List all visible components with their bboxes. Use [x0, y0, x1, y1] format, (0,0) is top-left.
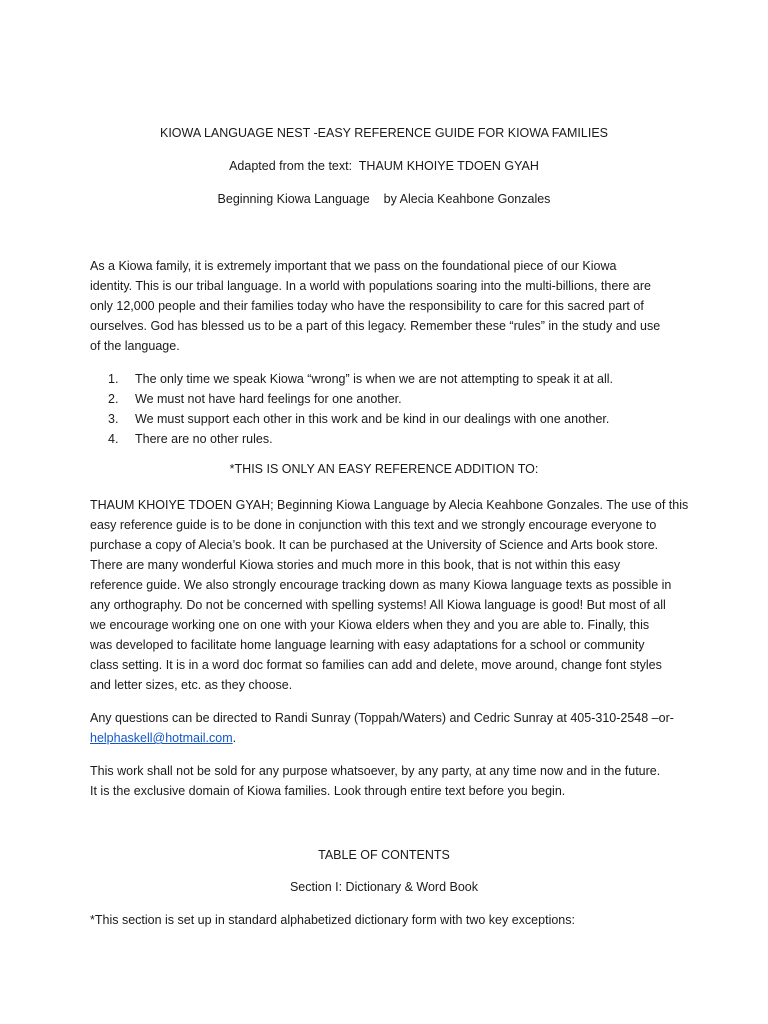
list-number: 4.: [108, 432, 119, 446]
text-line: class setting. It is in a word doc format so families can add and delete, move around, change font styles: [90, 658, 662, 672]
list-text: There are no other rules.: [135, 432, 273, 446]
text-line: easy reference guide is to be done in conjunction with this text and we strongly encourage everyone to: [90, 518, 657, 532]
document-title: KIOWA LANGUAGE NEST -EASY REFERENCE GUIDE FOR KIOWA FAMILIES: [159, 126, 608, 140]
text-line: As a Kiowa family, it is extremely important that we pass on the foundational piece of our Kiowa: [90, 259, 617, 273]
list-number: 3.: [108, 412, 119, 426]
text-line: There are many wonderful Kiowa stories and much more in this book, that is not within this easy: [90, 558, 621, 572]
list-item: [108, 429, 708, 449]
list-number: 2.: [108, 392, 119, 406]
notice-paragraph: [90, 761, 690, 801]
period-text: .: [232, 731, 237, 745]
list-text: We must not have hard feelings for one another.: [135, 392, 402, 406]
list-text: The only time we speak Kiowa “wrong” is when we are not attempting to speak it at all.: [135, 372, 614, 386]
questions-paragraph: [90, 708, 690, 748]
adapted-from-line: Adapted from the text: THAUM KHOIYE TDOEN GYAH: [229, 159, 539, 173]
email-link[interactable]: helphaskell@hotmail.com: [90, 731, 233, 745]
text-line: reference guide. We also strongly encourage tracking down as many Kiowa language texts as possible in: [90, 578, 672, 592]
toc-section-1: Section I: Dictionary & Word Book: [289, 880, 479, 894]
text-line: we encourage working one on one with your Kiowa elders when they and you are able to. Finally, this: [90, 618, 650, 632]
text-line: [90, 728, 690, 748]
list-item: [108, 369, 708, 389]
beginning-kiowa-line: Beginning Kiowa Language by Alecia Keahbone Gonzales: [217, 192, 551, 206]
text-line: purchase a copy of Alecia’s book. It can be purchased at the University of Science and Arts book store.: [90, 538, 659, 552]
intro-paragraph: [90, 256, 690, 356]
list-text: We must support each other in this work and be kind in our dealings with one another.: [135, 412, 610, 426]
text-line: It is the exclusive domain of Kiowa families. Look through entire text before you begin.: [90, 784, 566, 798]
text-line: only 12,000 people and their families today who have the responsibility to care for this sacred part of: [90, 299, 644, 313]
text-line: of the language.: [90, 339, 180, 353]
text-line: This work shall not be sold for any purpose whatsoever, by any party, at any time now and in the future.: [90, 764, 661, 778]
list-item: [108, 389, 708, 409]
text-line: was developed to facilitate home language learning with easy adaptations for a school or community: [90, 638, 645, 652]
text-line: Any questions can be directed to Randi Sunray (Toppah/Waters) and Cedric Sunray at 405-310-2548 –or-: [90, 711, 674, 725]
text-line: and letter sizes, etc. as they choose.: [90, 678, 293, 692]
text-line: identity. This is our tribal language. In a world with populations soaring into the multi-billions, there are: [90, 279, 651, 293]
text-line: any orthography. Do not be concerned with spelling systems! All Kiowa language is good! But most of all: [90, 598, 666, 612]
text-line: THAUM KHOIYE TDOEN GYAH; Beginning Kiowa Language by Alecia Keahbone Gonzales. The use of this: [90, 498, 689, 512]
text-line: *This section is set up in standard alphabetized dictionary form with two key exceptions:: [90, 913, 575, 927]
toc-title: TABLE OF CONTENTS: [318, 848, 450, 862]
section-note-paragraph: [90, 910, 690, 930]
rules-list: [108, 369, 708, 449]
text-line: ourselves. God has blessed us to be a part of this legacy. Remember these “rules” in the study and use: [90, 319, 661, 333]
reference-note: *THIS IS ONLY AN EASY REFERENCE ADDITION TO:: [229, 462, 539, 476]
list-number: 1.: [108, 372, 119, 386]
reference-paragraph: [90, 495, 690, 695]
list-item: [108, 409, 708, 429]
